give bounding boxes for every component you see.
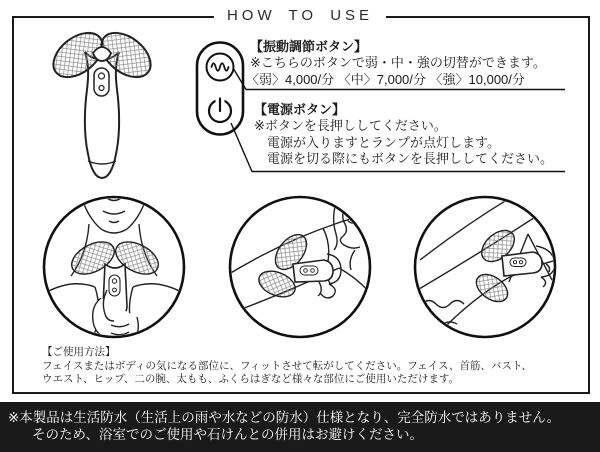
power-desc: ※ボタンを長押ししてください。 <box>254 118 447 134</box>
device-button-panel <box>94 68 109 96</box>
page-title: HOW TO USE <box>214 7 386 24</box>
usage-circle-thigh <box>412 194 558 340</box>
waterproof-notice <box>0 402 600 452</box>
vibration-desc: ※こちらのボタンで弱・中・強の切替ができます。 <box>250 55 546 71</box>
power-heading: 【電源ボタン】 <box>254 102 346 117</box>
usage-body-line1: フェイスまたはボディの気になる部位に、フィットさせて転がしてください。フェイス、首筋、バスト、 <box>42 359 532 372</box>
power-annotation <box>254 102 553 167</box>
device-illustration <box>52 28 152 180</box>
notice-line1: ※本製品は生活防水（生活上の雨や水などの防水）仕様となり、完全防水ではありません。 <box>8 410 561 425</box>
power-desc2: 電源が入りますとランプが点灯します。 <box>267 134 500 150</box>
usage-heading: 【ご使用方法】 <box>42 346 116 358</box>
vibration-annotation <box>246 39 546 88</box>
vibration-levels: 〈弱〉4,000/分 〈中〉7,000/分 〈強〉10,000/分 <box>246 71 525 87</box>
button-panel-detail <box>194 40 246 138</box>
notice-line2: そのため、浴室でのご使用や石けんとの併用はお避けください。 <box>32 427 423 442</box>
vibration-heading: 【振動調節ボタン】 <box>250 39 368 54</box>
button-pill-outline <box>197 43 243 135</box>
usage-circle-neck <box>41 194 187 340</box>
power-desc3: 電源を切る際にもボタンを長押ししてください。 <box>267 150 554 166</box>
usage-instructions <box>42 346 532 385</box>
usage-circle-arm <box>227 194 373 340</box>
usage-body-line2: ウエスト、ヒップ、二の腕、太もも、ふくらはぎなど様々な部位にご使用いただけます。 <box>42 372 460 385</box>
device-neck <box>93 47 111 61</box>
